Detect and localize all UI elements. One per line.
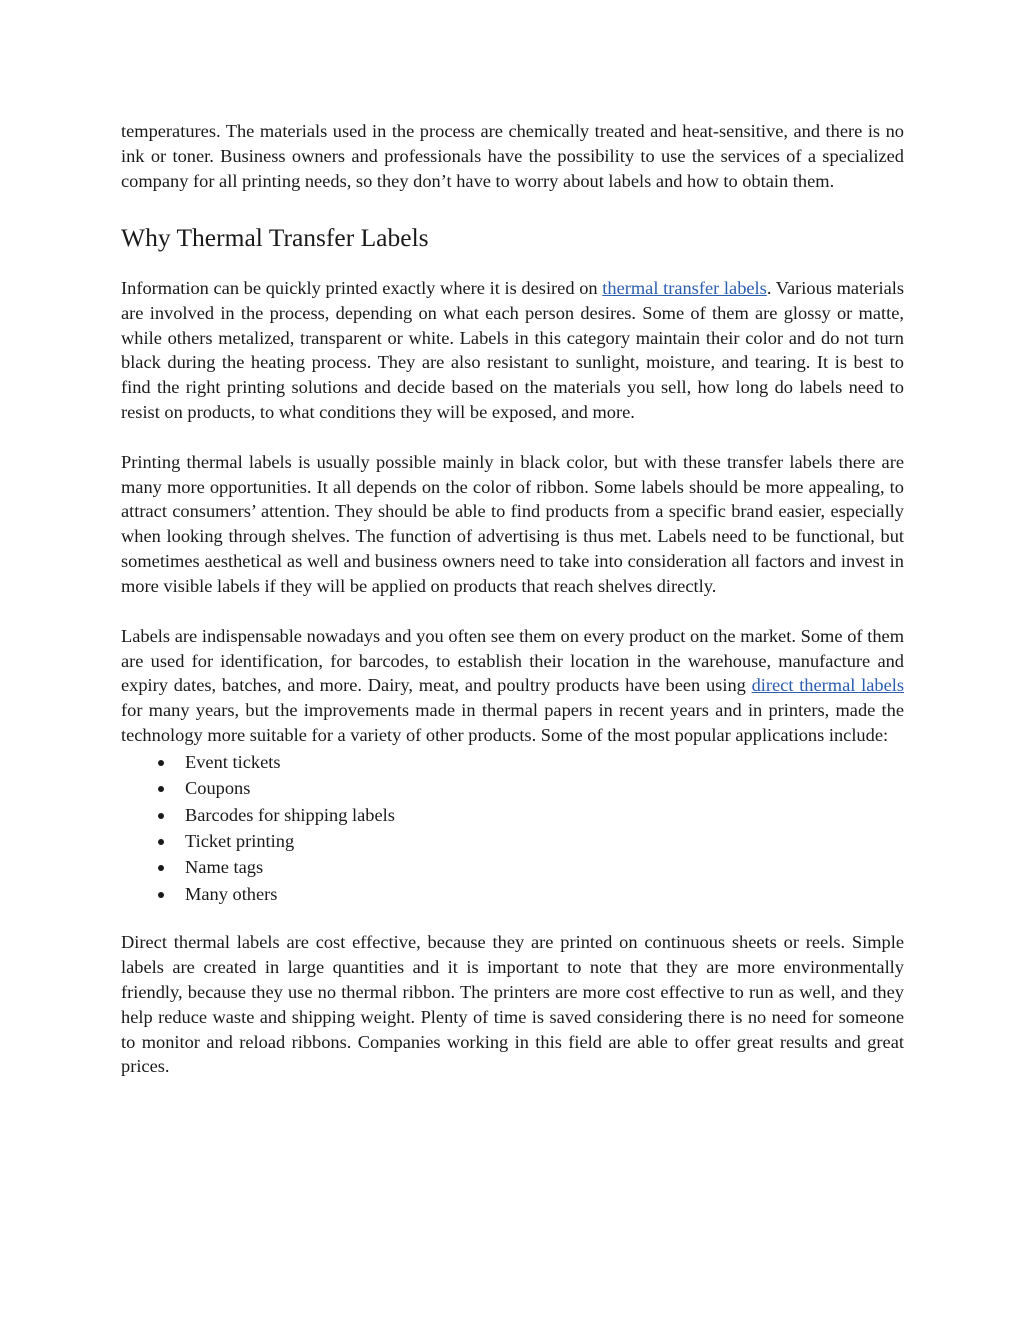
bullet-icon [158,839,164,845]
list-item: Coupons [121,775,904,801]
bullet-icon [158,786,164,792]
section-heading: Why Thermal Transfer Labels [121,222,429,252]
bullet-icon [158,865,164,871]
paragraph-printing-colors: Printing thermal labels is usually possible mainly in black color, but with these transfer labels there are many more opportunities. It all depends on the color of ribbon. Some labels should be more appealing, to attract consumers’ attention. They should be able to find products from a specific brand easier, especially when looking through shelves. The function of advertising is thus met. Labels need to be functional, but sometimes aesthetical as well and business owners need to take into consideration all factors and invest in more visible labels if they will be applied on products that reach shelves directly. [121,451,904,597]
paragraph-labels-indispensable [121,624,904,749]
thermal-transfer-labels-link[interactable]: thermal transfer labels [602,277,767,298]
paragraph-thermal-transfer [121,276,904,425]
bullet-icon [158,760,164,766]
list-item: Many others [121,881,904,907]
direct-thermal-labels-link[interactable]: direct thermal labels [751,675,905,696]
paragraph-text: Labels are indispensable nowadays and you often see them on every product on the market. Some of them are used for identification, for barcodes, to establish their location in the warehouse, manufacture and expiry dates, batches, and more. Dairy, meat, and poultry products have been using [121,625,904,696]
paragraph-cost-effective: Direct thermal labels are cost effective, because they are printed on continuous sheets or reels. Simple labels are created in large quantities and it is important to note that they are more environmentally friendly, because they use no thermal ribbon. The printers are more cost effective to run as well, and they help reduce waste and shipping weight. Plenty of time is saved considering there is no need for someone to monitor and reload ribbons. Companies working in this field are able to offer great results and great prices. [121,931,904,1077]
document-page [121,119,904,1079]
bullet-icon [158,813,164,819]
list-item: Barcodes for shipping labels [121,802,904,828]
bullet-icon [158,892,164,898]
list-item: Ticket printing [121,828,904,854]
list-item: Name tags [121,854,904,880]
paragraph-intro-continued: temperatures. The materials used in the process are chemically treated and heat-sensitive, and there is no ink or toner. Business owners and professionals have the possibility to use the services of a specialized company for all printing needs, so they don’t have to worry about labels and how to obtain them. [121,121,904,191]
paragraph-text: . Various materials are involved in the process, depending on what each person desires. Some of them are glossy or matte, while others metalized, transparent or white. Labels in this category maintain their color and do not turn black during the heating process. They are also resistant to sunlight, moisture, and tearing. It is best to find the right printing solutions and decide based on the materials you sell, how long do labels need to resist on products, to what conditions they will be exposed, and more. [121,277,905,423]
paragraph-text: for many years, but the improvements made in thermal papers in recent years and in printers, made the technology more suitable for a variety of other products. Some of the most popular applications include: [121,700,904,746]
list-item: Event tickets [121,749,904,775]
applications-list [121,749,904,907]
paragraph-text: Information can be quickly printed exactly where it is desired on [121,277,603,298]
